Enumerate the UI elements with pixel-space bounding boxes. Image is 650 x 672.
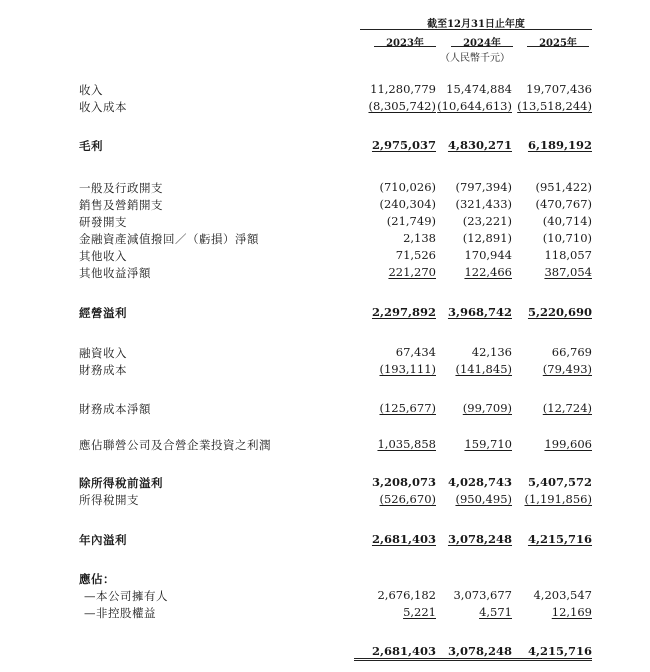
table-row-profit-for-year xyxy=(0,532,650,548)
value-2025: 4,203,547 xyxy=(533,588,592,602)
value-2023: 2,676,182 xyxy=(377,588,436,602)
value-2024: (950,495) xyxy=(455,492,512,506)
value-2024: 170,944 xyxy=(464,248,512,262)
value-2025: 5,220,690 xyxy=(527,305,592,319)
table-row-share-of-associates xyxy=(0,437,650,453)
value-2025: (12,724) xyxy=(542,401,592,415)
value-2024: 15,474,884 xyxy=(446,82,512,96)
value-2024: 4,830,271 xyxy=(447,138,512,152)
row-label: 收入成本 xyxy=(79,100,127,114)
table-row-finance-cost xyxy=(0,362,650,378)
column-header-2023: 2023年 xyxy=(386,38,424,49)
value-2025: (40,714) xyxy=(542,214,592,228)
value-2023: (8,305,742) xyxy=(368,99,436,113)
value-2024: 3,078,248 xyxy=(430,644,512,661)
value-2025: (951,422) xyxy=(535,180,592,194)
column-header-rule xyxy=(374,46,436,47)
table-row-net-finance-cost xyxy=(0,401,650,417)
row-label: 應佔： xyxy=(79,572,115,586)
column-header-2024: 2024年 xyxy=(463,38,501,49)
value-2025: 66,769 xyxy=(551,345,592,359)
table-row-total xyxy=(0,644,650,664)
period-header: 截至12月31日止年度 xyxy=(427,19,525,30)
value-2025: 4,215,716 xyxy=(510,644,592,661)
value-2023: 71,526 xyxy=(395,248,436,262)
unit-label: （人民幣千元） xyxy=(440,53,510,64)
value-2023: 2,297,892 xyxy=(371,305,436,319)
value-2025: 4,215,716 xyxy=(527,532,592,546)
value-2023: 11,280,779 xyxy=(370,82,436,96)
value-2023: 5,221 xyxy=(403,605,436,619)
value-2024: 3,968,742 xyxy=(447,305,512,319)
value-2024: 4,028,743 xyxy=(447,475,512,489)
value-2024: (23,221) xyxy=(462,214,512,228)
value-2023: 1,035,858 xyxy=(377,437,436,451)
value-2024: 3,078,248 xyxy=(447,532,512,546)
value-2023: 2,975,037 xyxy=(371,138,436,152)
column-header-rule xyxy=(527,46,589,47)
value-2025: 12,169 xyxy=(551,605,592,619)
value-2025: 6,189,192 xyxy=(527,138,592,152)
value-2023: (21,749) xyxy=(386,214,436,228)
value-2024: (99,709) xyxy=(462,401,512,415)
value-2025: 387,054 xyxy=(544,265,592,279)
row-label: —本公司擁有人 xyxy=(84,589,168,603)
value-2025: 5,407,572 xyxy=(527,475,592,489)
value-2024: (797,394) xyxy=(455,180,512,194)
value-2024: 4,571 xyxy=(479,605,512,619)
table-row-income-tax xyxy=(0,492,650,508)
table-row-admin-expenses xyxy=(0,180,650,196)
value-2025: 199,606 xyxy=(544,437,592,451)
value-2023: 2,138 xyxy=(403,231,436,245)
period-header-rule xyxy=(360,29,592,30)
table-row-owners xyxy=(0,588,650,604)
value-2024: (12,891) xyxy=(462,231,512,245)
value-2023: 67,434 xyxy=(395,345,436,359)
table-row-rd-expenses xyxy=(0,214,650,230)
row-label: 一般及行政開支 xyxy=(79,181,163,195)
row-label: 研發開支 xyxy=(79,215,127,229)
table-row-impairment xyxy=(0,231,650,247)
value-2023: (193,111) xyxy=(379,362,436,376)
row-label: 除所得稅前溢利 xyxy=(79,476,163,490)
column-header-rule xyxy=(451,46,513,47)
value-2025: (470,767) xyxy=(535,197,592,211)
value-2024: (141,845) xyxy=(455,362,512,376)
value-2025: 19,707,436 xyxy=(526,82,592,96)
row-label: 應佔聯營公司及合營企業投資之利潤 xyxy=(79,438,271,452)
value-2025: (79,493) xyxy=(542,362,592,376)
table-row-selling-expenses xyxy=(0,197,650,213)
value-2023: (240,304) xyxy=(379,197,436,211)
table-row-profit-before-tax xyxy=(0,475,650,491)
value-2024: 159,710 xyxy=(464,437,512,451)
value-2024: (10,644,613) xyxy=(437,99,512,113)
table-row-revenue xyxy=(0,82,650,98)
value-2025: (1,191,856) xyxy=(524,492,592,506)
column-header-2025: 2025年 xyxy=(539,38,577,49)
table-row-attributable-to xyxy=(0,571,650,587)
row-label: 其他收益淨額 xyxy=(79,266,151,280)
row-label: 收入 xyxy=(79,83,103,97)
value-2025: (10,710) xyxy=(542,231,592,245)
table-row-other-gains xyxy=(0,265,650,281)
row-label: 所得稅開支 xyxy=(79,493,139,507)
value-2023: (526,670) xyxy=(379,492,436,506)
value-2023: (125,677) xyxy=(379,401,436,415)
value-2024: (321,433) xyxy=(455,197,512,211)
value-2023: 2,681,403 xyxy=(354,644,436,661)
value-2025: 118,057 xyxy=(544,248,592,262)
value-2024: 42,136 xyxy=(471,345,512,359)
row-label: 經營溢利 xyxy=(79,306,127,320)
row-label: 毛利 xyxy=(79,139,103,153)
value-2024: 122,466 xyxy=(464,265,512,279)
value-2023: (710,026) xyxy=(379,180,436,194)
value-2023: 3,208,073 xyxy=(371,475,436,489)
value-2024: 3,073,677 xyxy=(453,588,512,602)
table-row-other-income xyxy=(0,248,650,264)
row-label: 其他收入 xyxy=(79,249,127,263)
row-label: 年內溢利 xyxy=(79,533,127,547)
row-label: 銷售及營銷開支 xyxy=(79,198,163,212)
table-row-finance-income xyxy=(0,345,650,361)
table-row-gross-profit xyxy=(0,138,650,154)
row-label: 財務成本 xyxy=(79,363,127,377)
table-row-operating-profit xyxy=(0,305,650,321)
value-2023: 221,270 xyxy=(388,265,436,279)
value-2025: (13,518,244) xyxy=(517,99,592,113)
value-2023: 2,681,403 xyxy=(371,532,436,546)
row-label: —非控股權益 xyxy=(84,606,156,620)
row-label: 融資收入 xyxy=(79,346,127,360)
row-label: 金融資產減值撥回／（虧損）淨額 xyxy=(79,232,259,246)
table-row-non-controlling xyxy=(0,605,650,621)
row-label: 財務成本淨額 xyxy=(79,402,151,416)
table-row-cost-of-revenue xyxy=(0,99,650,115)
